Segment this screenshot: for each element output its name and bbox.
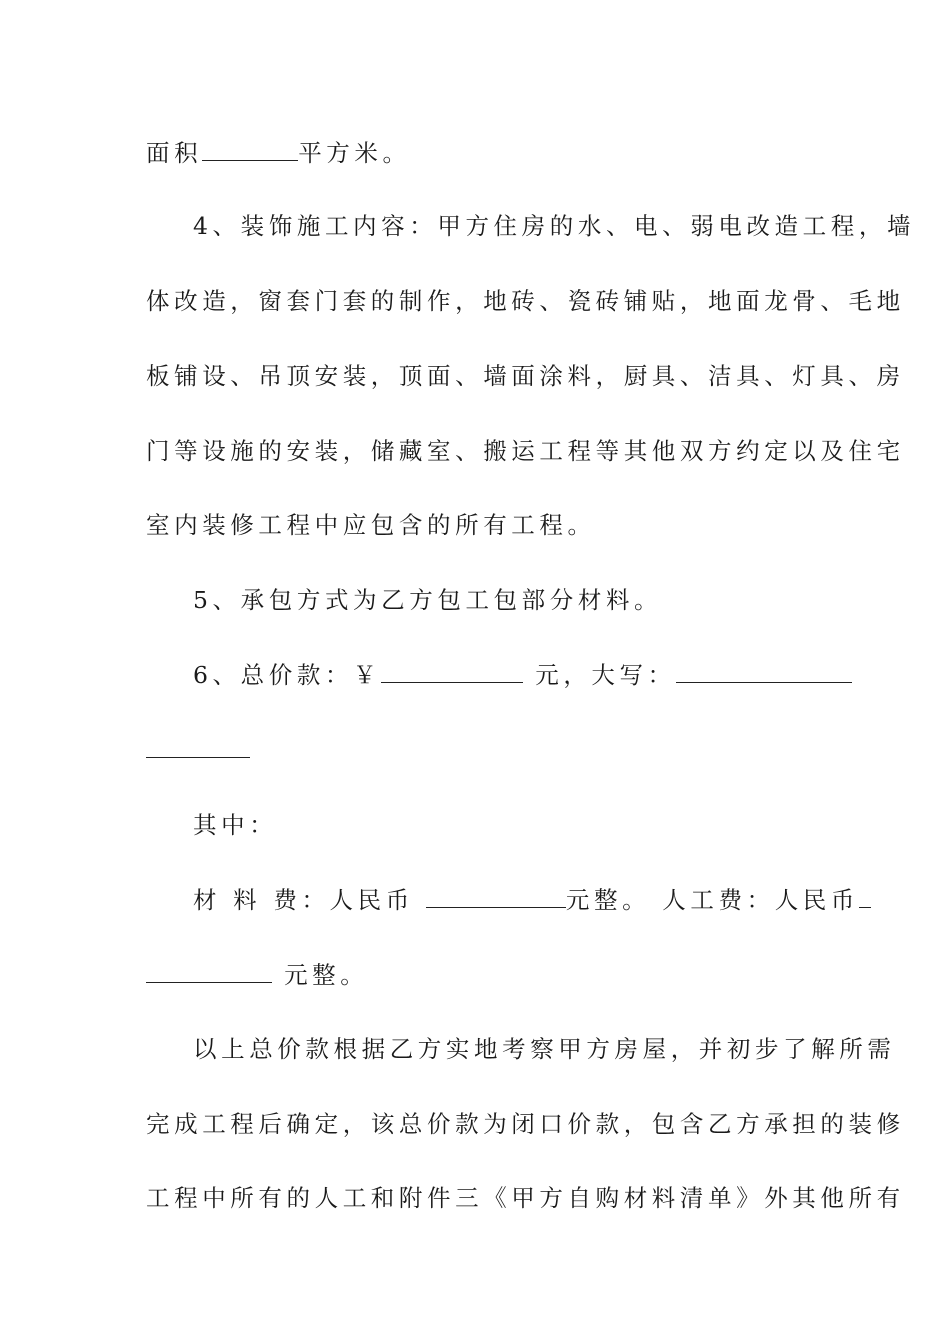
material-fee-blank <box>426 885 566 908</box>
item4-line5: 室内装修工程中应包含的所有工程。 <box>146 511 596 539</box>
labor-fee-label: 元整。 人工费：人民币 <box>565 886 859 914</box>
total-price-label: 6、总价款：￥ <box>193 661 382 689</box>
item6-continuation <box>146 735 806 765</box>
area-unit: 平方米。 <box>298 139 411 167</box>
fees-continuation <box>146 960 806 990</box>
labor-fee-unit: 元整。 <box>284 961 369 989</box>
labor-fee-blank-start <box>859 885 871 908</box>
among-line: 其中： <box>193 811 278 839</box>
item4-line4: 门等设施的安装，储藏室、搬运工程等其他双方约定以及住宅 <box>146 437 905 465</box>
item5-line: 5、承包方式为乙方包工包部分材料。 <box>193 586 663 614</box>
total-price-capital-blank-cont <box>146 735 250 758</box>
item4-line2: 体改造，窗套门套的制作，地砖、瓷砖铺贴，地面龙骨、毛地 <box>146 287 905 315</box>
item6-line <box>193 660 853 690</box>
item4-line1: 4、装饰施工内容：甲方住房的水、电、弱电改造工程，墙 <box>193 212 916 240</box>
fees-line <box>193 885 859 915</box>
total-price-blank <box>381 660 523 683</box>
para-line3: 工程中所有的人工和附件三《甲方自购材料清单》外其他所有 <box>146 1184 905 1212</box>
material-fee-label: 材 料 费：人民币 <box>193 886 414 914</box>
area-label: 面积 <box>146 139 203 167</box>
total-price-capital-label: 元，大写： <box>535 661 676 689</box>
para-line2: 完成工程后确定，该总价款为闭口价款，包含乙方承担的装修 <box>146 1110 905 1138</box>
area-line <box>146 138 806 168</box>
labor-fee-blank <box>146 960 272 983</box>
para-line1: 以上总价款根据乙方实地考察甲方房屋，并初步了解所需 <box>193 1035 896 1063</box>
total-price-capital-blank <box>676 660 852 683</box>
area-blank <box>202 138 298 161</box>
item4-line3: 板铺设、吊顶安装，顶面、墙面涂料，厨具、洁具、灯具、房 <box>146 362 905 390</box>
